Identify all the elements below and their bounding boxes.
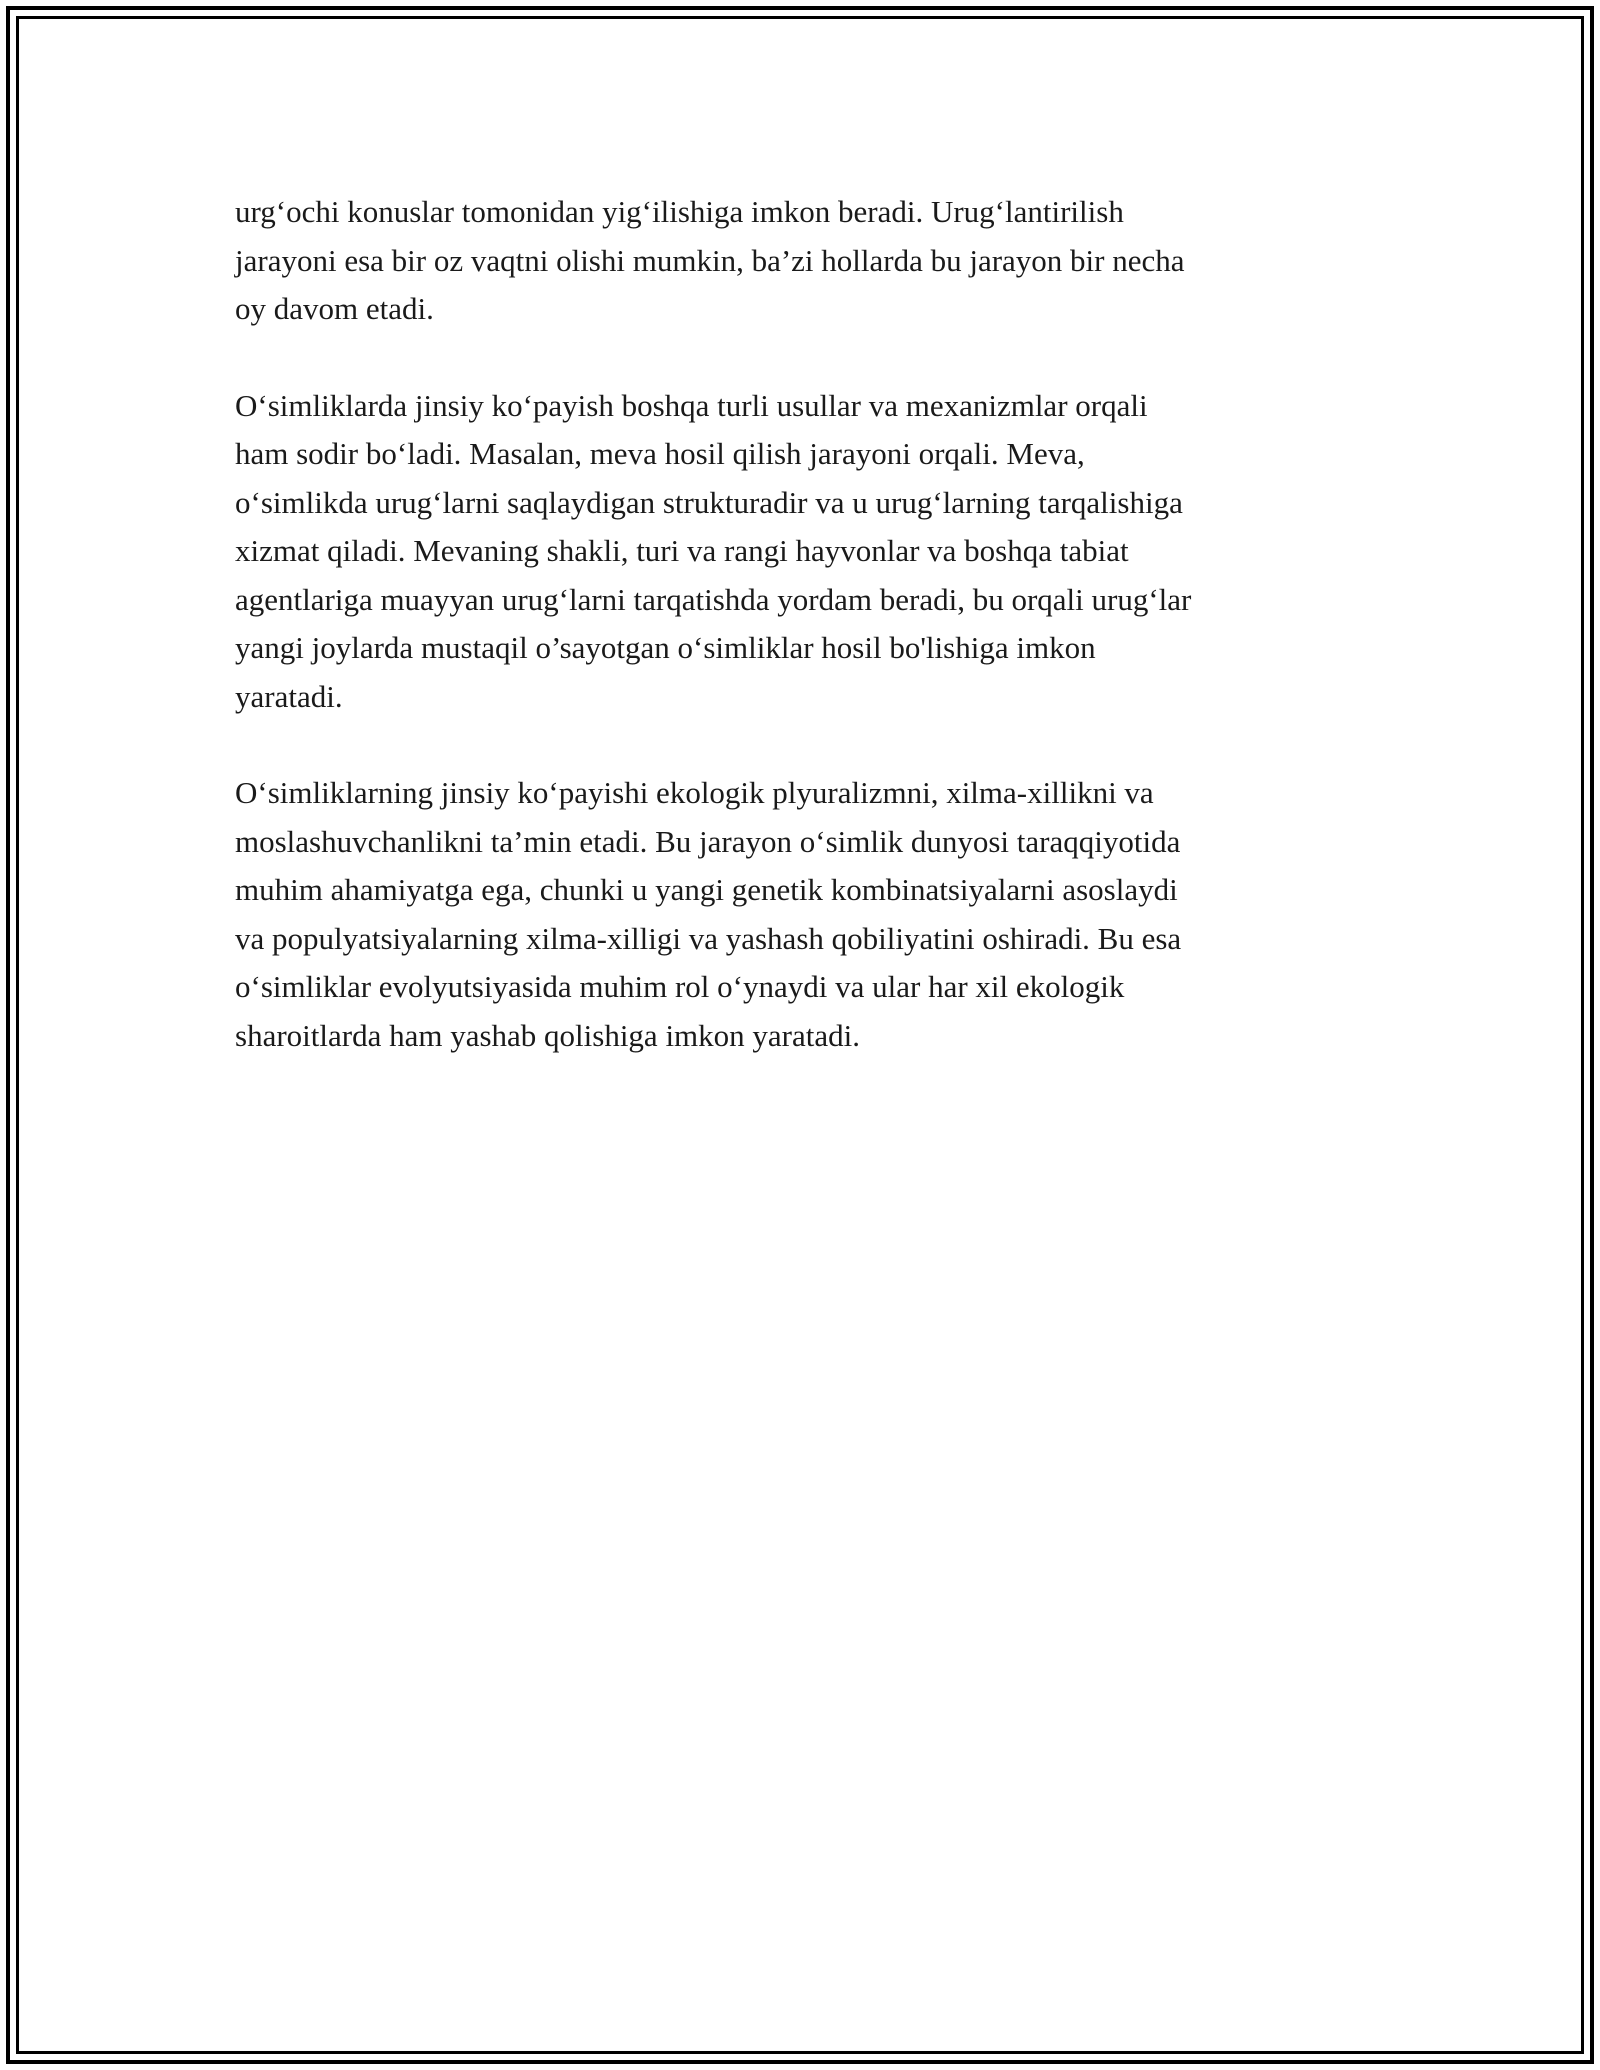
paragraph-1: urg‘ochi konuslar tomonidan yig‘ilishiga imkon beradi. Urug‘lantirilish jarayoni esa bir oz vaqtni olishi mumkin, ba’zi hollarda bu jarayon bir necha oy davom etadi. bbox=[235, 194, 1185, 326]
paragraph-2: O‘simliklarda jinsiy ko‘payish boshqa turli usullar va mexanizmlar orqali ham sodir bo‘ladi. Masalan, meva hosil qilish jarayoni orqali. Meva, o‘simlikda urug‘larni saqlaydigan strukturadir va u urug‘larning tarqalishiga xizmat qiladi. Mevaning shakli, turi va rangi hayvonlar va boshqa tabiat agentlariga muayyan urug‘larni tarqatishda yordam beradi, bu orqali urug‘lar yangi joylarda mustaqil o’sayotgan o‘simliklar hosil bo'lishiga imkon yaratadi. bbox=[235, 387, 1192, 714]
paragraph-3: O‘simliklarning jinsiy ko‘payishi ekologik plyuralizmni, xilma-xillikni va moslashuvchanlikni ta’min etadi. Bu jarayon o‘simlik dunyosi taraqqiyotida muhim ahamiyatga ega, chunki u yangi genetik kombinatsiyalarni asoslaydi va populyatsiyalarning xilma-xilligi va yashash qobiliyatini oshiradi. Bu esa o‘simliklar evolyutsiyasida muhim rol o‘ynaydi va ular har xil ekologik sharoitlarda ham yashab qolishiga imkon yaratadi. bbox=[235, 775, 1182, 1053]
document-body bbox=[235, 188, 1375, 1108]
